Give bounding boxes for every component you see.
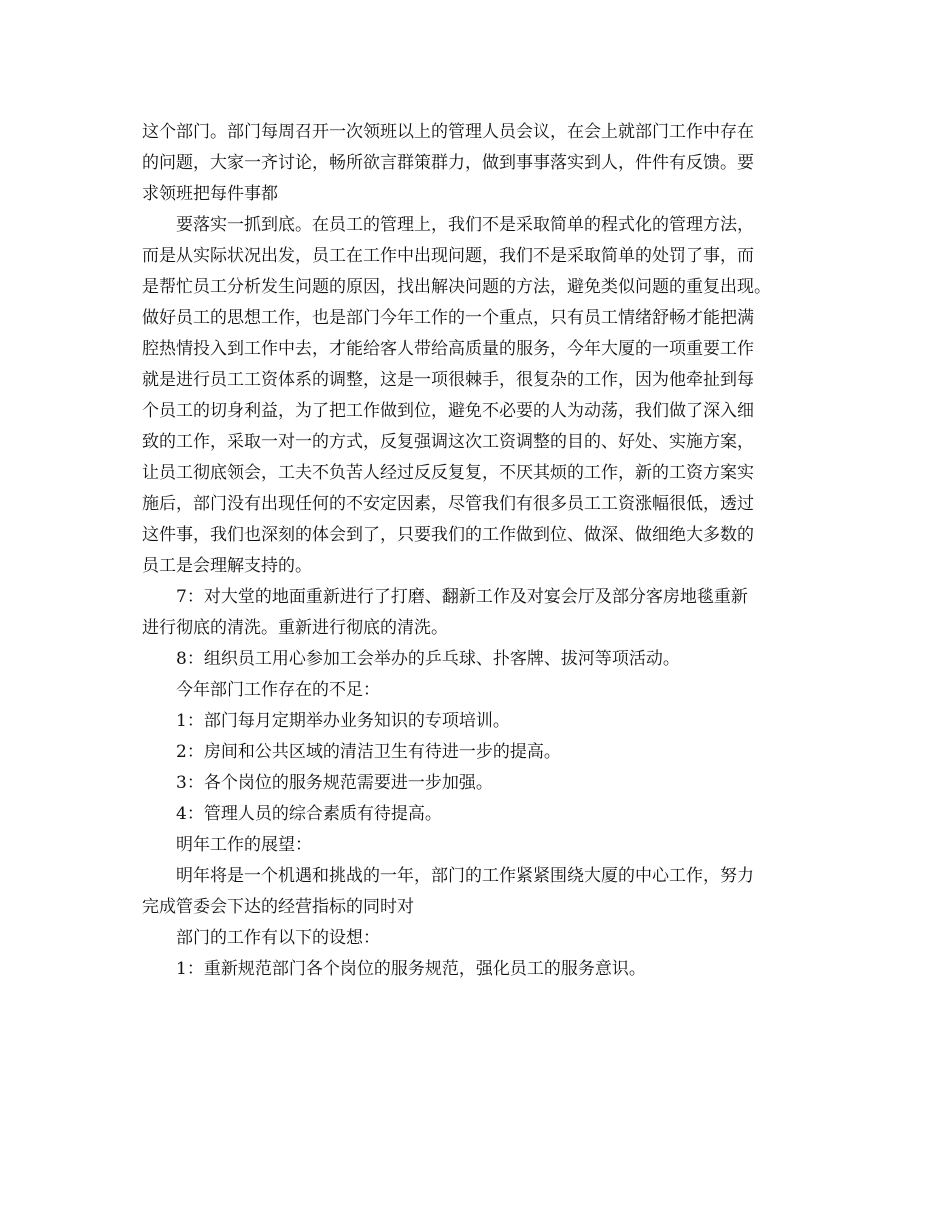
text-line-7: 做好员工的思想工作，也是部门今年工作的一个重点，只有员工情绪舒畅才能把满 xyxy=(142,308,754,328)
text-line-4: 要落实一抓到底。在员工的管理上，我们不是采取简单的程式化的管理方法， xyxy=(176,215,754,235)
text-line-15: 员工是会理解支持的。 xyxy=(142,556,312,576)
text-line-9: 就是进行员工工资体系的调整，这是一项很棘手，很复杂的工作，因为他牵扯到每 xyxy=(142,370,754,390)
text-line-23: 4：管理人员的综合素质有待提高。 xyxy=(176,804,442,824)
text-line-1: 这个部门。部门每周召开一次领班以上的管理人员会议，在会上就部门工作中存在 xyxy=(142,122,754,142)
text-line-24: 明年工作的展望： xyxy=(176,835,312,855)
text-line-16: 7：对大堂的地面重新进行了打磨、翻新工作及对宴会厅及部分客房地毯重新 xyxy=(176,587,748,607)
text-line-14: 这件事，我们也深刻的体会到了，只要我们的工作做到位、做深、做细绝大多数的 xyxy=(142,525,754,545)
text-line-10: 个员工的切身利益，为了把工作做到位，避免不必要的人为动荡，我们做了深入细 xyxy=(142,401,754,421)
text-line-13: 施后，部门没有出现任何的不安定因素，尽管我们有很多员工工资涨幅很低，透过 xyxy=(142,494,754,514)
text-line-6: 是帮忙员工分析发生问题的原因，找出解决问题的方法，避免类似问题的重复出现。 xyxy=(142,277,771,297)
text-line-20: 1：部门每月定期举办业务知识的专项培训。 xyxy=(176,711,510,731)
text-line-5: 而是从实际状况出发，员工在工作中出现问题，我们不是采取简单的处罚了事，而 xyxy=(142,246,754,266)
text-line-17: 进行彻底的清洗。重新进行彻底的清洗。 xyxy=(142,618,448,638)
document-body xyxy=(142,117,832,985)
text-line-27: 部门的工作有以下的设想： xyxy=(176,928,380,948)
text-line-19: 今年部门工作存在的不足： xyxy=(176,680,380,700)
text-line-21: 2：房间和公共区域的清洁卫生有待进一步的提高。 xyxy=(176,742,561,762)
text-line-18: 8：组织员工用心参加工会举办的乒乓球、扑客牌、拔河等项活动。 xyxy=(176,649,680,669)
text-line-12: 让员工彻底领会，工夫不负苦人经过反反复复，不厌其烦的工作，新的工资方案实 xyxy=(142,463,754,483)
text-line-28: 1：重新规范部门各个岗位的服务规范，强化员工的服务意识。 xyxy=(176,959,646,979)
text-line-3: 求领班把每件事都 xyxy=(142,184,278,204)
text-line-11: 致的工作，采取一对一的方式，反复强调这次工资调整的目的、好处、实施方案， xyxy=(142,432,754,452)
text-line-22: 3：各个岗位的服务规范需要进一步加强。 xyxy=(176,773,493,793)
text-line-2: 的问题，大家一齐讨论，畅所欲言群策群力，做到事事落实到人，件件有反馈。要 xyxy=(142,153,754,173)
text-line-26: 完成管委会下达的经营指标的同时对 xyxy=(142,897,414,917)
text-line-8: 腔热情投入到工作中去，才能给客人带给高质量的服务，今年大厦的一项重要工作 xyxy=(142,339,754,359)
text-line-25: 明年将是一个机遇和挑战的一年，部门的工作紧紧围绕大厦的中心工作，努力 xyxy=(176,866,754,886)
